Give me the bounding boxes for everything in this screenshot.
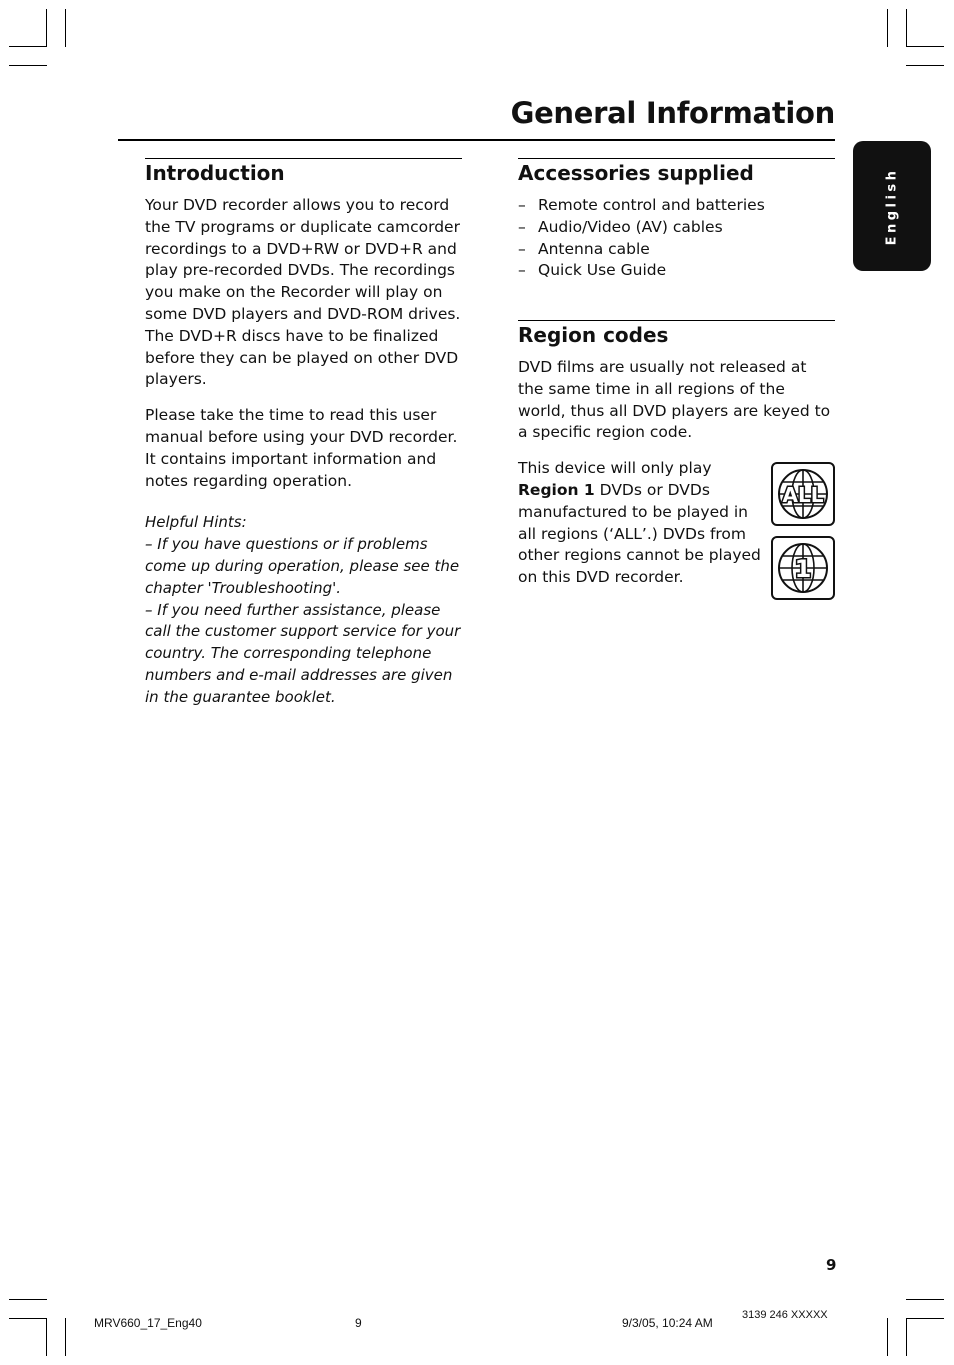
accessories-list [518, 195, 835, 282]
crop-mark [65, 1318, 66, 1356]
accessories-section [518, 158, 835, 282]
crop-mark [887, 9, 888, 47]
page-number: 9 [826, 1256, 837, 1274]
introduction-paragraph-1: Your DVD recorder allows you to record the TV programs or duplicate camcorder recordings to a DVD+RW or DVD+R and play pre-recorded DVDs. The recordings you make on the Recorder will play on some DVD players and DVD-ROM drives. The DVD+R discs have to be finalized before they can be played on other DVD players. [145, 196, 461, 389]
footer-code: 3139 246 XXXXX [742, 1309, 828, 1321]
crop-mark [9, 1299, 47, 1300]
page-title: General Information [510, 96, 835, 130]
region-1-label: 1 [794, 555, 812, 583]
introduction-heading: Introduction [145, 161, 285, 185]
region-paragraph-1: DVD films are usually not released at the same time in all regions of the world, thus all DVD players are keyed to a specific region code. [518, 358, 831, 442]
list-item: – Antenna cable [518, 239, 650, 258]
accessories-heading: Accessories supplied [518, 161, 754, 185]
crop-mark [9, 1318, 47, 1319]
language-tab [853, 141, 931, 271]
title-rule [118, 139, 835, 141]
region-icons [771, 462, 835, 610]
hint-2: – If you need further assistance, please call the customer support service for your country. The corresponding telephone numbers and e-mail addresses are given in the guarantee booklet. [145, 600, 461, 706]
hint-1: – If you have questions or if problems come up during operation, please see the chapter 'Troubleshooting'. [145, 535, 460, 597]
list-item: – Audio/Video (AV) cables [518, 217, 723, 236]
region-all-label: ALL [782, 483, 824, 507]
crop-mark [906, 1299, 944, 1300]
crop-mark [887, 1318, 888, 1356]
footer-datetime: 9/3/05, 10:24 AM [622, 1316, 713, 1330]
crop-mark [46, 1318, 47, 1356]
introduction-section [145, 158, 462, 709]
region-heading: Region codes [518, 323, 669, 347]
region-codes-section [518, 320, 835, 589]
helpful-hints [145, 512, 462, 708]
footer-file: MRV660_17_Eng40 [94, 1316, 202, 1330]
crop-mark [9, 46, 47, 47]
crop-mark [906, 1318, 944, 1319]
crop-mark [46, 9, 47, 47]
region-paragraph-2: This device will only play Region 1 DVDs or DVDs manufactured to be played in all regions (‘ALL’.) DVDs from other regions cannot be played on this DVD recorder. [518, 459, 761, 587]
list-item: – Remote control and batteries [518, 196, 765, 214]
region-1-bold: Region 1 [518, 480, 595, 499]
list-item: – Quick Use Guide [518, 261, 667, 280]
region-1-icon [771, 536, 835, 600]
crop-mark [65, 9, 66, 47]
crop-mark [906, 9, 907, 47]
hints-title: Helpful Hints: [145, 513, 247, 532]
crop-mark [906, 46, 944, 47]
language-tab-label: English [884, 167, 900, 245]
footer-page: 9 [355, 1316, 362, 1330]
crop-mark [9, 65, 47, 66]
introduction-paragraph-2: Please take the time to read this user manual before using your DVD recorder. It contains important information and notes regarding operation. [145, 406, 458, 490]
crop-mark [906, 1318, 907, 1356]
region-all-icon [771, 462, 835, 526]
crop-mark [906, 65, 944, 66]
